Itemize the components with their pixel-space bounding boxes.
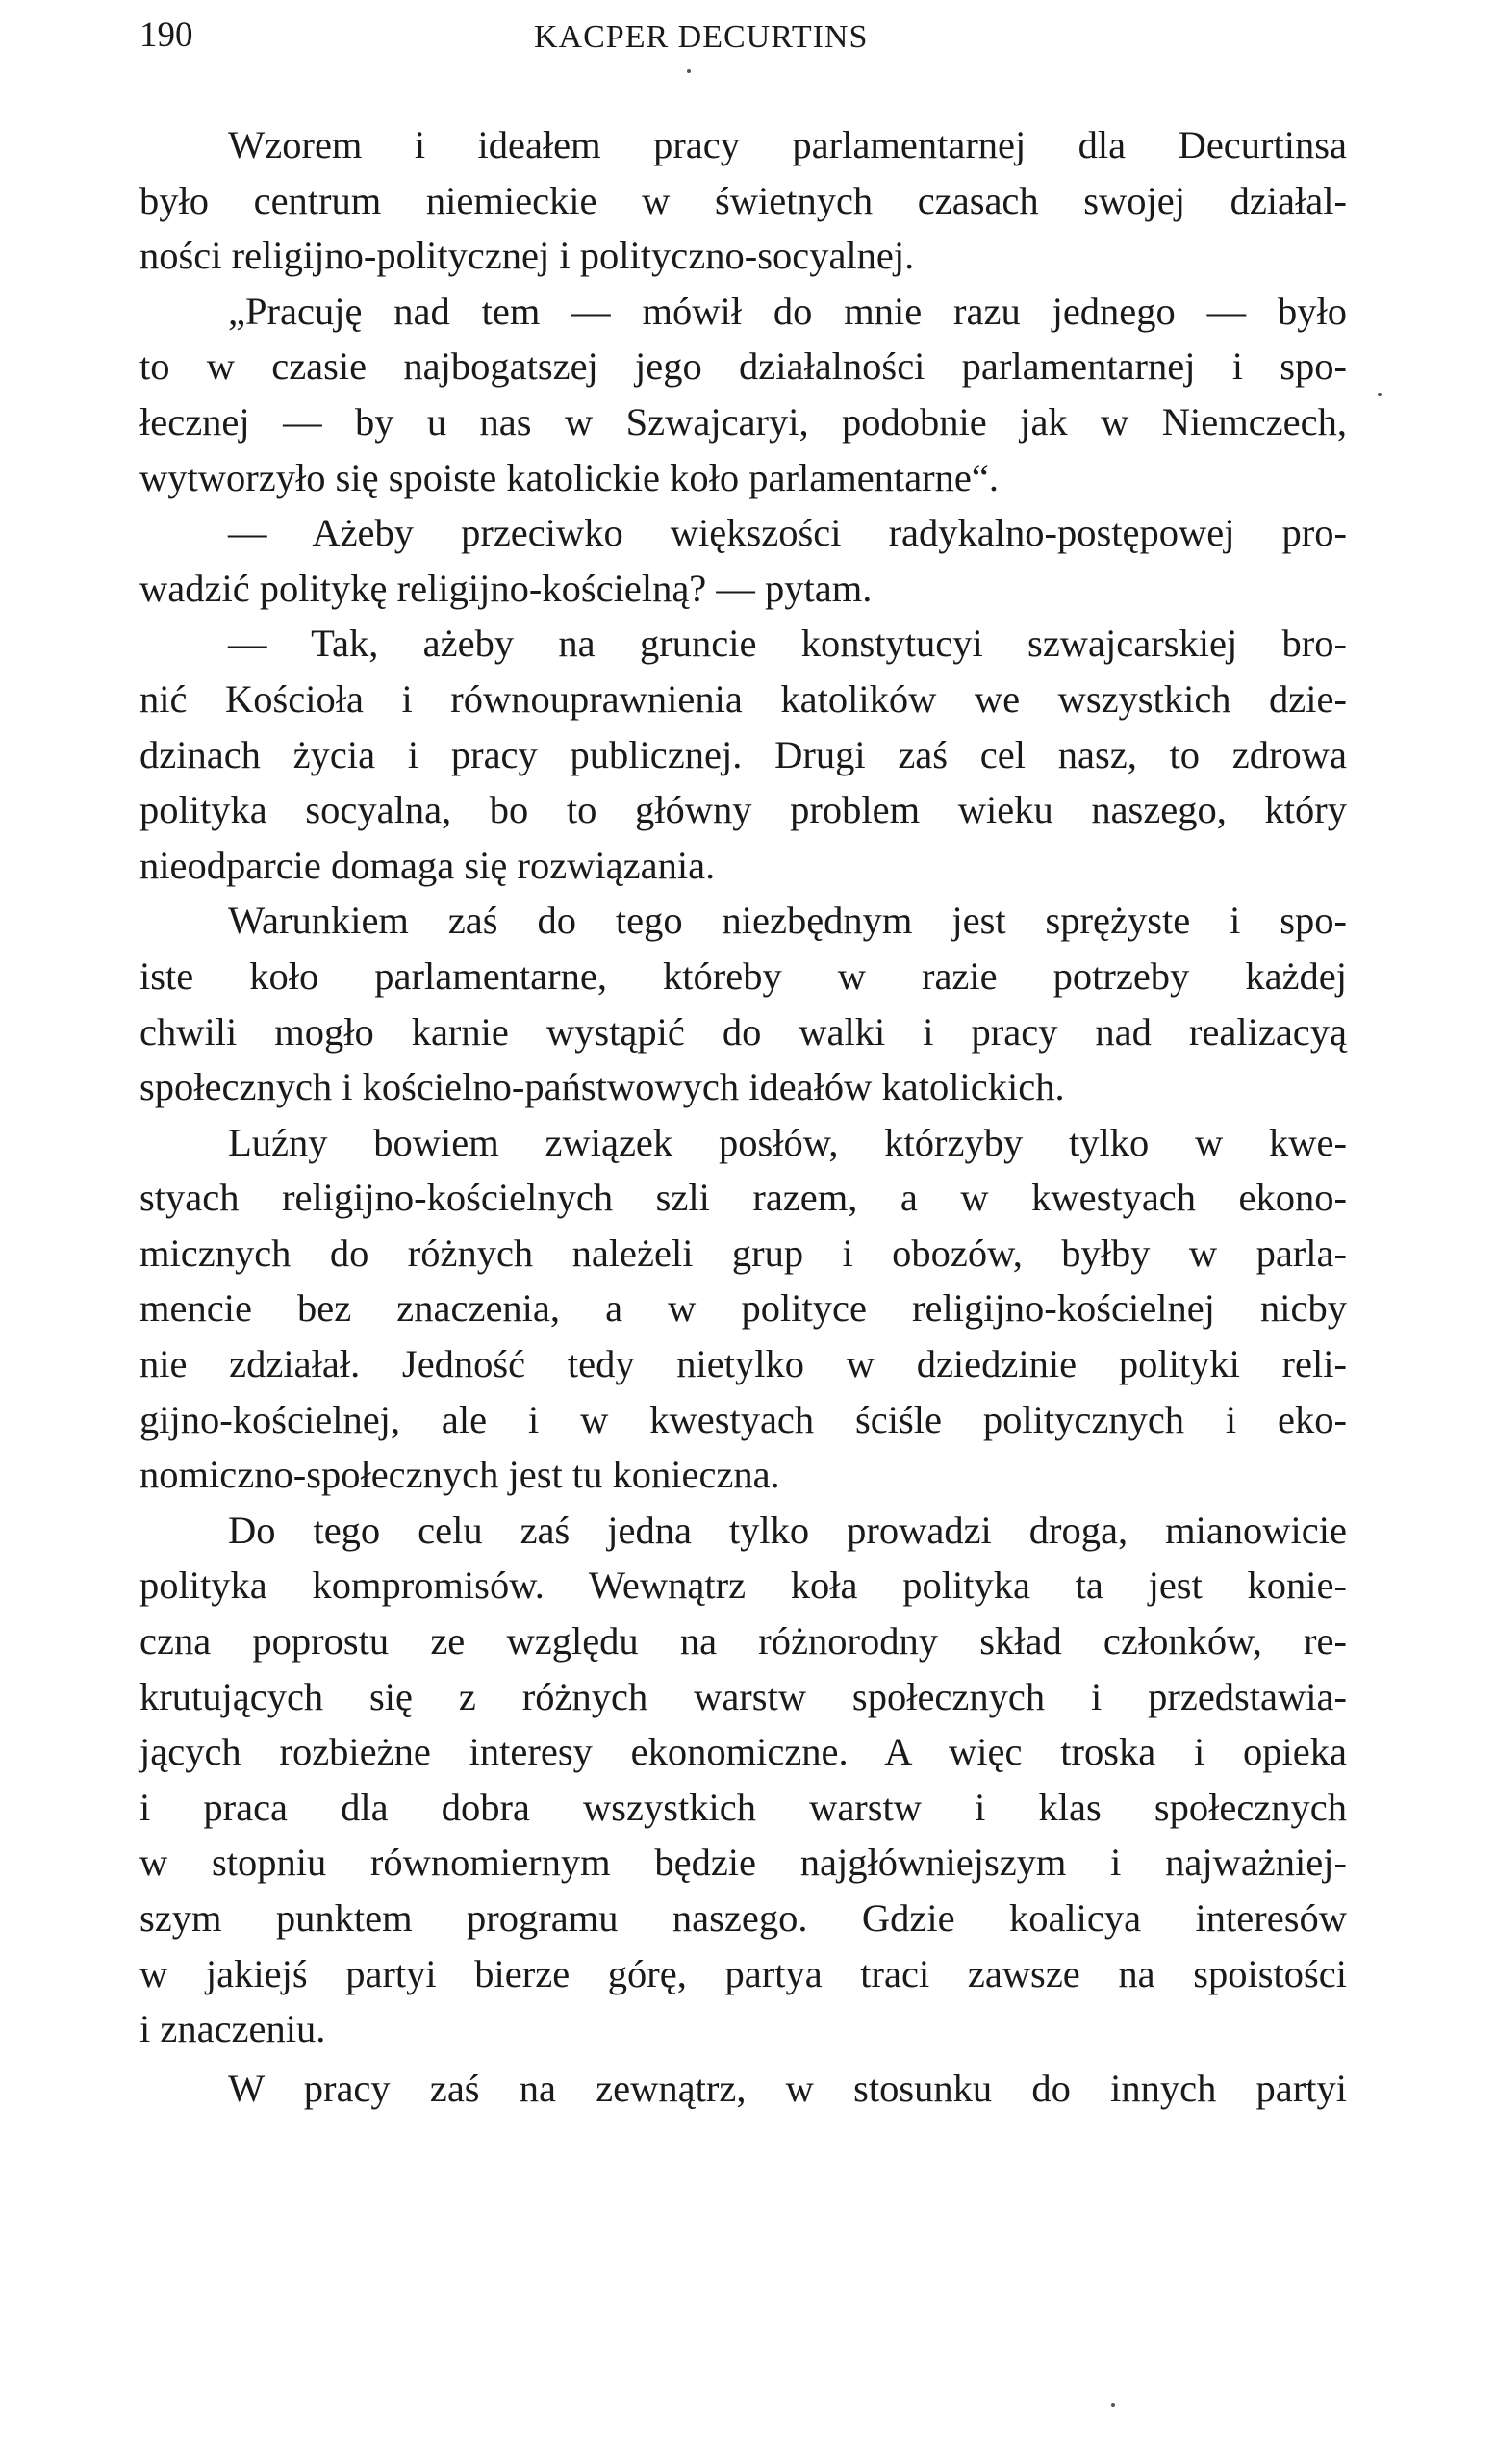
text-line: — Tak, ażeby na gruncie konstytucyi szwajcarskiej bro- <box>228 622 1347 666</box>
text-line: — Ażeby przeciwko większości radykalno-postępowej pro- <box>228 511 1347 555</box>
body-text <box>139 117 1347 2116</box>
text-line: szym punktem programu naszego. Gdzie koalicya interesów <box>139 1896 1347 1940</box>
text-line: Luźny bowiem związek posłów, którzyby tylko w kwe- <box>228 1120 1347 1164</box>
text-line: nieodparcie domaga się rozwiązania. <box>139 843 716 887</box>
text-line: łecznej — by u nas w Szwajcaryi, podobnie jak w Niemczech, <box>139 399 1347 444</box>
text-line: w jakiejś partyi bierze górę, partya traci zawsze na spoistości <box>139 1951 1347 1995</box>
text-line: Do tego celu zaś jedna tylko prowadzi droga, mianowicie <box>228 1508 1347 1552</box>
text-line: chwili mogło karnie wystąpić do walki i pracy nad realizacyą <box>139 1009 1347 1054</box>
text-line: micznych do różnych należeli grup i obozów, byłby w parla- <box>139 1231 1347 1275</box>
text-line: nie zdziałał. Jedność tedy nietylko w dziedzinie polityki reli- <box>139 1342 1347 1386</box>
text-line: styach religijno-kościelnych szli razem, a w kwestyach ekono- <box>139 1176 1347 1220</box>
paragraph <box>139 616 1347 893</box>
scan-speck <box>1378 393 1382 396</box>
text-line: nić Kościoła i równouprawnienia katolików we wszystkich dzie- <box>139 676 1347 721</box>
text-line: nomiczno-społecznych jest tu konieczna. <box>139 1453 780 1497</box>
running-head <box>139 12 1352 60</box>
text-line: mencie bez znaczenia, a w polityce religijno-kościelnej nicby <box>139 1286 1347 1331</box>
paragraph <box>139 284 1347 505</box>
paragraph <box>139 893 1347 1114</box>
paragraph <box>139 1115 1347 1503</box>
text-line: wytworzyło się spoiste katolickie koło parlamentarne“. <box>139 455 999 499</box>
text-line: polityka kompromisów. Wewnątrz koła polityka ta jest konie- <box>139 1563 1347 1608</box>
text-line: „Pracuję nad tem — mówił do mnie razu jednego — było <box>228 289 1347 333</box>
paragraph <box>139 117 1347 284</box>
page-number: 190 <box>139 15 193 55</box>
text-line: społecznych i kościelno-państwowych ideałów katolickich. <box>139 1065 1065 1109</box>
scan-speck <box>687 69 691 73</box>
paragraph <box>139 1503 1347 2057</box>
text-line: jących rozbieżne interesy ekonomiczne. A więc troska i opieka <box>139 1730 1347 1774</box>
text-line: gijno-kościelnej, ale i w kwestyach ściśle politycznych i eko- <box>139 1397 1347 1441</box>
text-line: to w czasie najbogatszej jego działalności parlamentarnej i spo- <box>139 344 1347 389</box>
paragraph <box>139 2061 1347 2117</box>
text-line: czna poprostu ze względu na różnorodny skład członków, re- <box>139 1619 1347 1664</box>
text-line: ności religijno-politycznej i polityczno-socyalnej. <box>139 234 915 278</box>
text-line: w stopniu równomiernym będzie najgłówniejszym i najważniej- <box>139 1841 1347 1885</box>
text-line: wadzić politykę religijno-kościelną? — pytam. <box>139 566 873 610</box>
text-line: było centrum niemieckie w świetnych czasach swojej działal- <box>139 178 1347 222</box>
text-line: Wzorem i ideałem pracy parlamentarnej dla Decurtinsa <box>228 123 1347 166</box>
text-line: W pracy zaś na zewnątrz, w stosunku do innych partyi <box>228 2066 1347 2110</box>
text-line: dzinach życia i pracy publicznej. Drugi zaś cel nasz, to zdrowa <box>139 732 1347 776</box>
text-line: polityka socyalna, bo to główny problem wieku naszego, który <box>139 788 1347 832</box>
text-line: iste koło parlamentarne, któreby w razie potrzeby każdej <box>139 953 1347 998</box>
text-line: Warunkiem zaś do tego niezbędnym jest sprężyste i spo- <box>228 899 1347 943</box>
text-line: i praca dla dobra wszystkich warstw i klas społecznych <box>139 1785 1347 1829</box>
text-line: krutujących się z różnych warstw społecznych i przedstawia- <box>139 1674 1347 1718</box>
scan-speck <box>1111 2403 1115 2407</box>
text-line: i znaczeniu. <box>139 2007 326 2051</box>
running-title: KACPER DECURTINS <box>534 19 869 55</box>
paragraph <box>139 505 1347 616</box>
